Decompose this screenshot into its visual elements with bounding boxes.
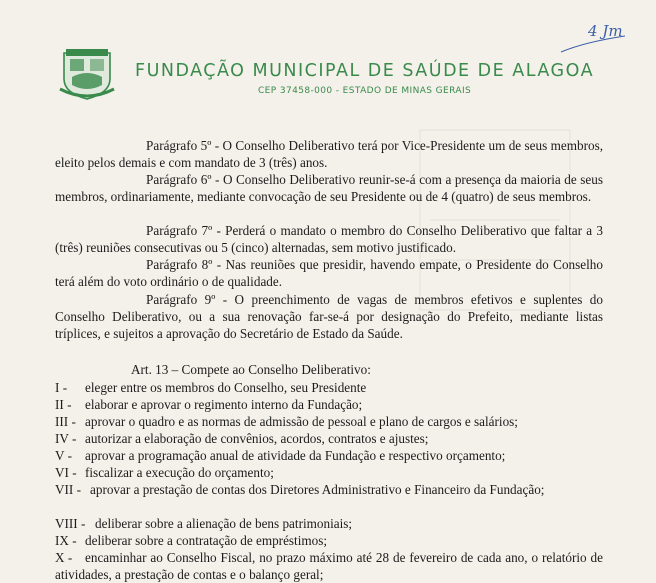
item-number: VII - <box>55 482 81 497</box>
paragraph-7: Parágrafo 7º - Perderá o mandato o membro do Conselho Deliberativo que faltar a 3 (três) reuniões consecutivas ou 5 (cinco) alternadas, sem motivo justificado. <box>55 223 603 255</box>
item-text: fiscalizar a execução do orçamento; <box>85 465 274 480</box>
item-number: VIII - <box>55 516 86 531</box>
list-item <box>55 447 603 464</box>
item-number: III - <box>55 414 76 429</box>
item-text: elaborar e aprovar o regimento interno da Fundação; <box>85 397 363 412</box>
list-item <box>55 396 603 413</box>
list-item <box>55 515 603 532</box>
item-text: autorizar a elaboração de convênios, acordos, contratos e ajustes; <box>85 431 429 446</box>
foundation-address: CEP 37458-000 - ESTADO DE MINAS GERAIS <box>258 86 472 96</box>
list-item <box>55 379 603 396</box>
item-text: deliberar sobre a alienação de bens patrimoniais; <box>95 516 353 531</box>
item-number: IV - <box>55 431 77 446</box>
item-text: aprovar a programação anual de atividade da Fundação e respectivo orçamento; <box>85 448 506 463</box>
paragraph-6: Parágrafo 6º - O Conselho Deliberativo reunir-se-á com a presença da maioria de seus membros, ordinariamente, mediante convocação de seu Presidente ou de 4 (quatro) de seus membros. <box>55 172 603 204</box>
item-number: X - <box>55 550 73 565</box>
paragraph-5: Parágrafo 5º - O Conselho Deliberativo terá por Vice-Presidente um de seus membros, eleito pelos demais e com mandato de 3 (três) anos. <box>55 138 603 170</box>
item-text: aprovar o quadro e as normas de admissão de pessoal e plano de cargos e salários; <box>85 414 518 429</box>
list-item <box>55 413 603 430</box>
foundation-title: FUNDAÇÃO MUNICIPAL DE SAÚDE DE ALAGOA <box>135 61 595 81</box>
list-item <box>55 430 603 447</box>
item-text: aprovar a prestação de contas dos Diretores Administrativo e Financeiro da Fundação; <box>90 482 545 497</box>
item-text: eleger entre os membros do Conselho, seu Presidente <box>85 380 367 395</box>
item-number: II - <box>55 397 72 412</box>
list-item <box>55 532 603 549</box>
item-number: IX - <box>55 533 77 548</box>
handwritten-initials: 4 Jm <box>588 22 623 40</box>
item-number: I - <box>55 380 68 395</box>
list-item <box>55 481 603 498</box>
paragraph-9: Parágrafo 9º - O preenchimento de vagas de membros efetivos e suplentes do Conselho Deliberativo, ou a sua renovação far-se-á por designação do Prefeito, mediante listas tríplices, e sujeitos a aprovação do Secretário de Estado da Saúde. <box>55 292 603 341</box>
list-item <box>55 464 603 481</box>
item-number: VI - <box>55 465 77 480</box>
article-13-heading: Art. 13 – Compete ao Conselho Deliberativo: <box>131 362 371 377</box>
municipal-crest-icon <box>58 49 116 101</box>
list-item <box>55 549 603 583</box>
item-text: deliberar sobre a contratação de empréstimos; <box>85 533 328 548</box>
item-text: encaminhar ao Conselho Fiscal, no prazo máximo até 28 de fevereiro de cada ano, o relatório de atividades, a prestação de contas e o balanço geral; <box>55 550 603 582</box>
paragraph-8: Parágrafo 8º - Nas reuniões que presidir, havendo empate, o Presidente do Conselho terá além do voto ordinário o de qualidade. <box>55 257 603 289</box>
item-number: V - <box>55 448 72 463</box>
